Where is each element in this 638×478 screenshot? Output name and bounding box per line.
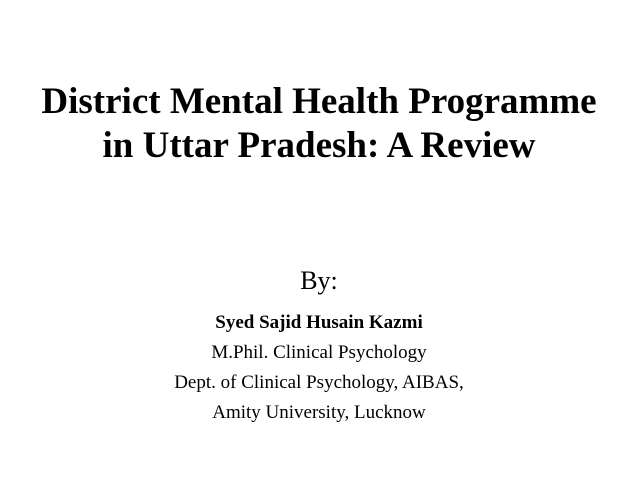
slide-title bbox=[0, 80, 638, 168]
author-degree: M.Phil. Clinical Psychology bbox=[211, 342, 427, 363]
author-department: Dept. of Clinical Psychology, AIBAS, bbox=[174, 372, 464, 393]
author-name: Syed Sajid Husain Kazmi bbox=[215, 312, 423, 333]
slide-title-line-2: in Uttar Pradesh: A Review bbox=[102, 125, 536, 166]
by-label: By: bbox=[300, 266, 338, 295]
slide-title-line-1: District Mental Health Programme bbox=[41, 81, 597, 122]
author-block bbox=[0, 308, 638, 428]
author-institution: Amity University, Lucknow bbox=[212, 402, 426, 423]
